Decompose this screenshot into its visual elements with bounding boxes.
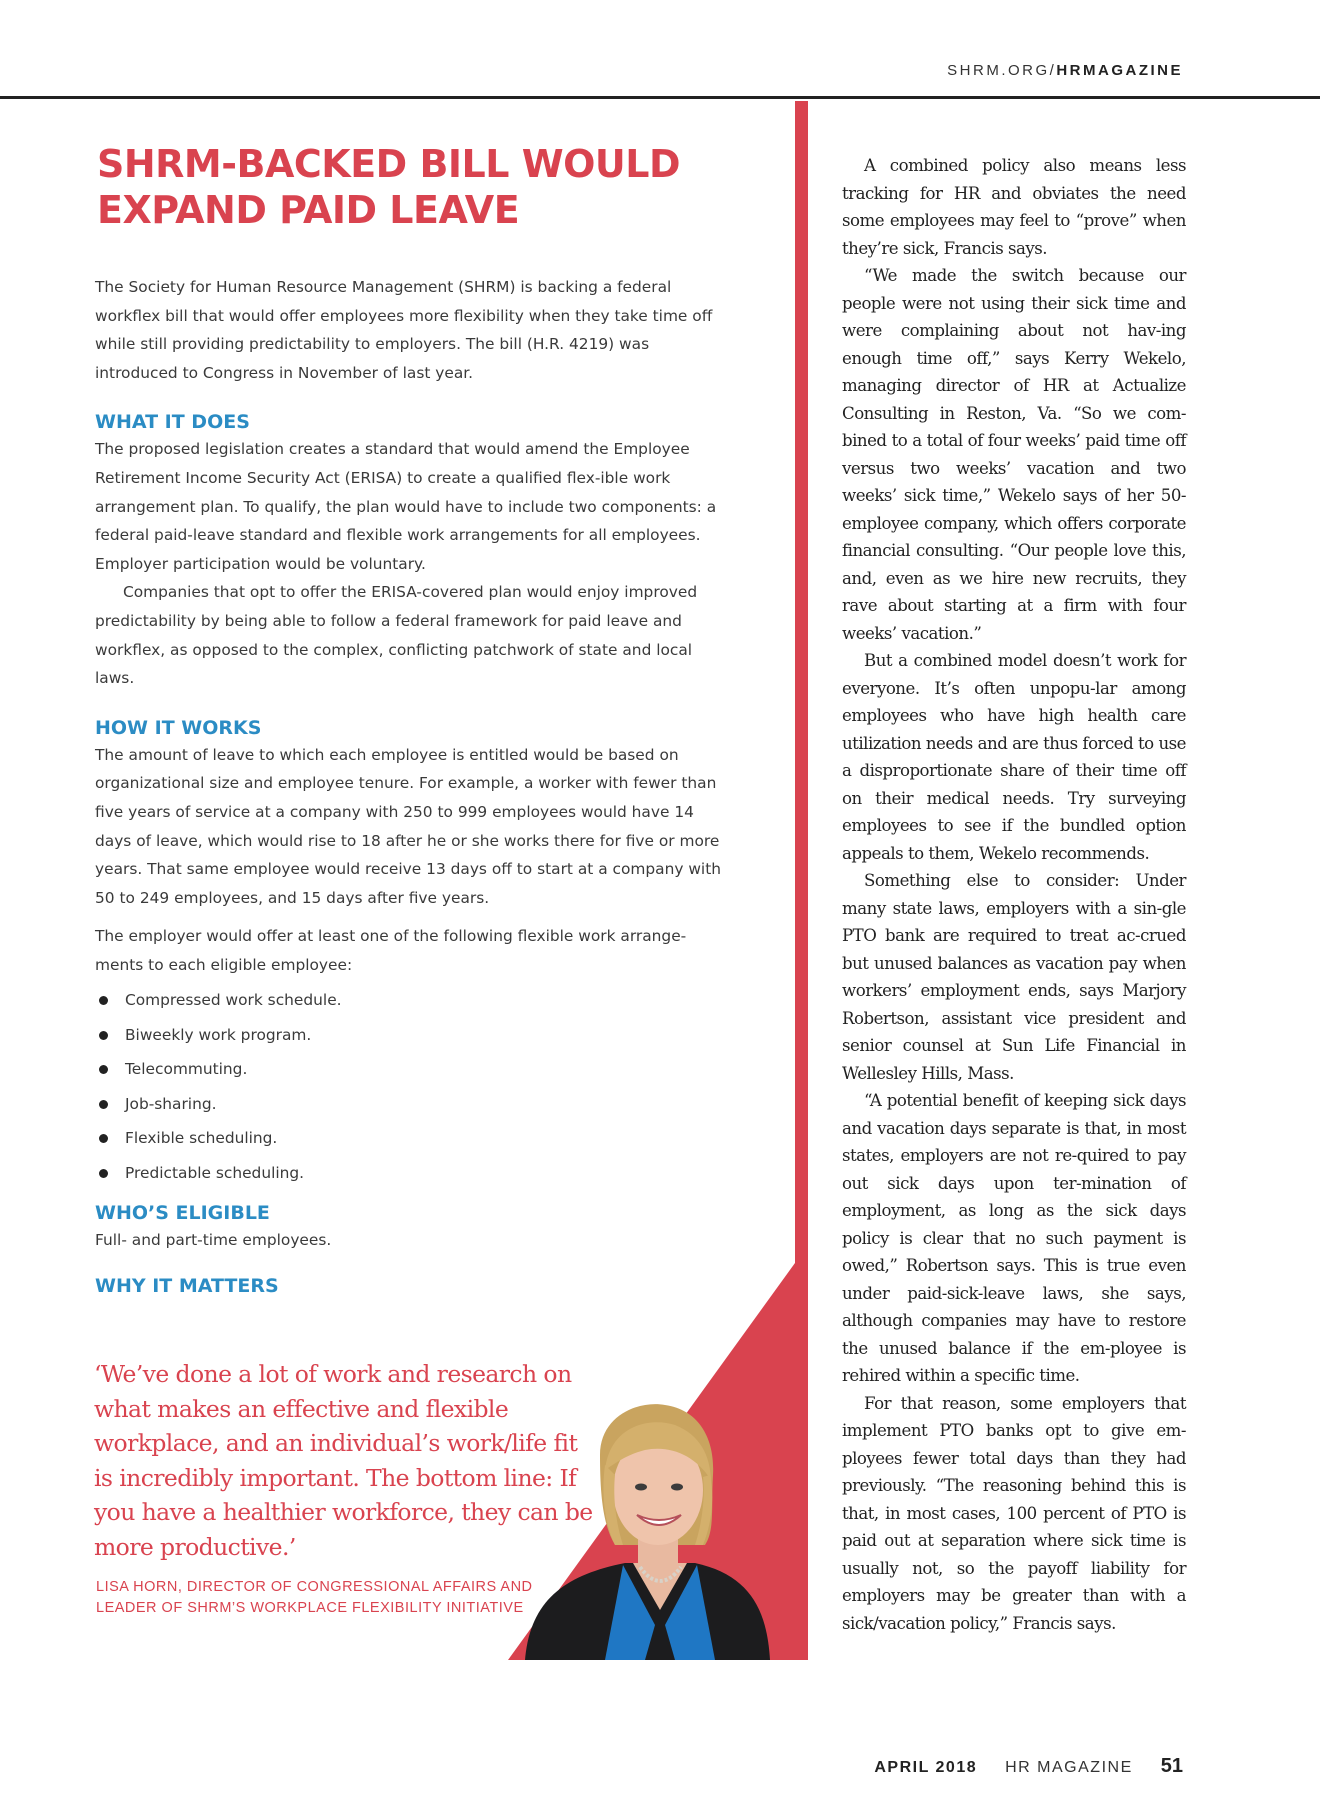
list-item: Job-sharing. xyxy=(95,1087,730,1122)
bullet-icon xyxy=(99,996,108,1005)
right-paragraph: “A potential benefit of keeping sick days and vacation days separate is that, in most states, employers are not re-quired to pay out sick days upon ter-mination of employment, as long as the sick days policy is clear that no such payment is owed,” Robertson says. This is true even under paid-sick-leave laws, she says, although companies may have to restore the unused balance if the em-ployee is rehired within a specific time. xyxy=(842,1091,1186,1385)
article-headline: SHRM-BACKED BILL WOULD EXPAND PAID LEAVE xyxy=(97,142,681,232)
flexible-arrangements-list xyxy=(95,983,730,1190)
left-column xyxy=(95,273,730,1299)
what-it-does-p2: Companies that opt to offer the ERISA-covered plan would enjoy improved predictability by being able to follow a federal framework for paid leave and workflex, as opposed to the complex, conflicting patchwork of state and local laws. xyxy=(95,583,698,688)
how-it-works-p2: The employer would offer at least one of the following flexible work arrange-ments to each eligible employee: xyxy=(95,927,687,974)
bullet-icon xyxy=(99,1065,108,1074)
how-it-works-p1: The amount of leave to which each employee is entitled would be based on organizational size and employee tenure. For example, a worker with fewer than five years of service at a company with 250 to 999 employees would have 14 days of leave, which would rise to 18 after he or she works there for five or more years. That same employee would receive 13 days off to start at a company with 50 to 249 employees, and 15 days after five years. xyxy=(95,745,721,907)
heading-what-it-does: WHAT IT DOES xyxy=(95,411,250,434)
heading-how-it-works: HOW IT WORKS xyxy=(95,716,262,739)
portrait-photo xyxy=(505,1395,775,1660)
page-footer xyxy=(874,1755,1183,1778)
right-paragraph: But a combined model doesn’t work for everyone. It’s often unpopu-lar among employees who have high health care utilization needs and are thus forced to use a disproportionate share of their time off on their medical needs. Try surveying employees to see if the bundled option appeals to them, Wekelo recommends. xyxy=(842,651,1186,863)
bullet-icon xyxy=(99,1031,108,1040)
right-paragraph: A combined policy also means less tracking for HR and obviates the need some employees may feel to “prove” when they’re sick, Francis says. xyxy=(842,156,1186,258)
list-item: Predictable scheduling. xyxy=(95,1156,730,1191)
pull-quote: ‘We’ve done a lot of work and research on what makes an effective and flexible workplace, and an individual’s work/life fit is incredibly important. The bottom line: If you have a healthier workforce, they can be more productive.’ xyxy=(94,1360,593,1561)
right-paragraph: “We made the switch because our people were not using their sick time and were complaining about not hav-ing enough time off,” says Kerry Wekelo, managing director of HR at Actualize Consulting in Reston, Va. “So we com-bined to a total of four weeks’ paid time off versus two weeks’ vacation and two weeks’ sick time,” Wekelo says of her 50-employee company, which offers corporate financial consulting. “Our people love this, and, even as we hire new recruits, they rave about starting at a firm with four weeks’ vacation.” xyxy=(842,266,1186,643)
list-item: Compressed work schedule. xyxy=(95,983,730,1018)
quote-attribution xyxy=(96,1577,556,1619)
attribution-line-2: LEADER OF SHRM’S WORKPLACE FLEXIBILITY INITIATIVE xyxy=(96,1600,524,1616)
site-section: HRMAGAZINE xyxy=(1056,62,1183,79)
heading-whos-eligible: WHO’S ELIGIBLE xyxy=(95,1202,270,1225)
heading-why-it-matters: WHY IT MATTERS xyxy=(95,1275,279,1298)
page-number: 51 xyxy=(1160,1755,1183,1777)
issue-date: APRIL 2018 xyxy=(874,1759,978,1776)
column-divider xyxy=(795,101,808,1659)
list-item: Flexible scheduling. xyxy=(95,1121,730,1156)
magazine-name: HR MAGAZINE xyxy=(1005,1759,1133,1776)
list-item: Biweekly work program. xyxy=(95,1018,730,1053)
attribution-line-1: LISA HORN, DIRECTOR OF CONGRESSIONAL AFFAIRS AND xyxy=(96,1579,533,1595)
site-prefix: SHRM.ORG/ xyxy=(947,62,1057,79)
right-column xyxy=(842,152,1186,1637)
right-paragraph: Something else to consider: Under many state laws, employers with a sin-gle PTO bank are required to treat ac-crued but unused balances as vacation pay when workers’ employment ends, says Marjory Robertson, assistant vice president and senior counsel at Sun Life Financial in Wellesley Hills, Mass. xyxy=(842,871,1186,1083)
bullet-icon xyxy=(99,1100,108,1109)
intro-paragraph: The Society for Human Resource Management (SHRM) is backing a federal workflex bill that would offer employees more flexibility when they take time off while still providing predictability to employers. The bill (H.R. 4219) was introduced to Congress in November of last year. xyxy=(95,278,713,382)
bullet-icon xyxy=(99,1169,108,1178)
bullet-icon xyxy=(99,1134,108,1143)
whos-eligible-text: Full- and part-time employees. xyxy=(95,1231,332,1250)
what-it-does-p1: The proposed legislation creates a standard that would amend the Employee Retirement Income Security Act (ERISA) to create a qualified flex-ible work arrangement plan. To qualify, the plan would have to include two components: a federal paid-leave standard and flexible work arrangements for all employees. Employer participation would be voluntary. xyxy=(95,440,717,573)
right-paragraph: For that reason, some employers that implement PTO banks opt to give em-ployees fewer total days than they had previously. “The reasoning behind this is that, in most cases, 100 percent of PTO is paid out at separation where sick time is usually not, so the payoff liability for employers may be greater than with a sick/vacation policy,” Francis says. xyxy=(842,1393,1186,1633)
list-item: Telecommuting. xyxy=(95,1052,730,1087)
